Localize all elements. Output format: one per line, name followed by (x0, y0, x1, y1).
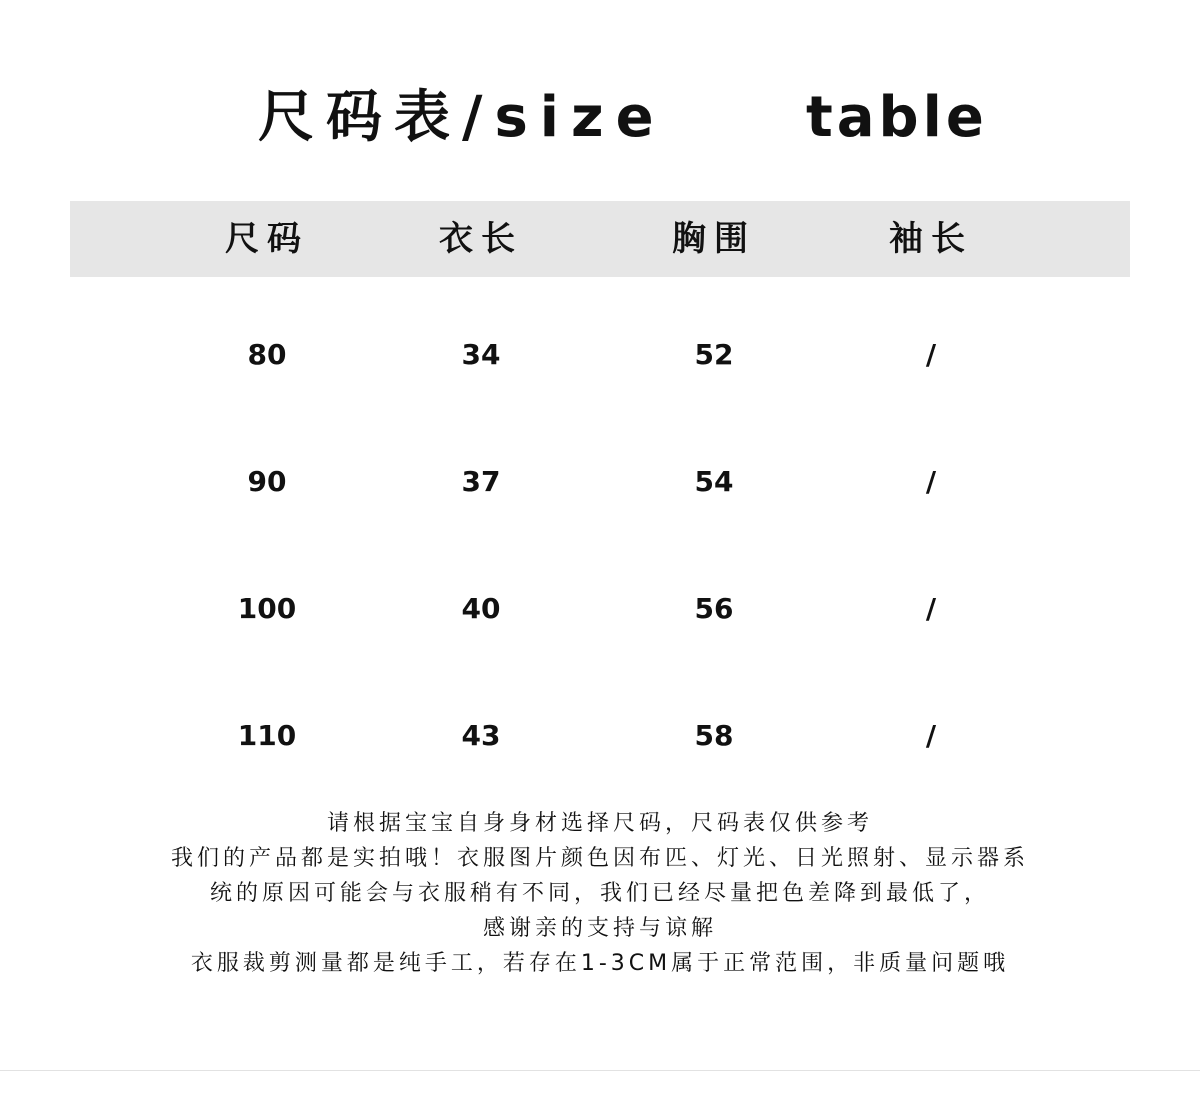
cell-sleeve: / (925, 719, 937, 752)
cell-length: 37 (461, 465, 501, 498)
note-line: 感谢亲的支持与谅解 (482, 916, 717, 941)
cell-chest: 54 (694, 465, 734, 498)
cell-length: 34 (461, 338, 501, 371)
header-length: 衣长 (439, 219, 523, 259)
cell-length: 43 (461, 719, 501, 752)
cell-sleeve: / (925, 338, 937, 371)
header-size: 尺码 (225, 219, 309, 259)
title-table-word: table (806, 85, 988, 150)
cell-sleeve: / (925, 592, 937, 625)
size-notes (0, 806, 1200, 981)
note-line: 衣服裁剪测量都是纯手工，若存在1-3CM属于正常范围，非质量问题哦 (190, 951, 1010, 976)
size-chart-title (0, 78, 1200, 158)
size-table (70, 201, 1130, 277)
cell-size: 110 (237, 719, 297, 752)
table-header-row (70, 201, 1130, 277)
cell-size: 90 (247, 465, 287, 498)
bottom-divider (0, 1070, 1200, 1071)
table-row (70, 291, 1130, 418)
cell-length: 40 (461, 592, 501, 625)
cell-size: 100 (237, 592, 297, 625)
cell-sleeve: / (925, 465, 937, 498)
note-line: 统的原因可能会与衣服稍有不同，我们已经尽量把色差降到最低了， (209, 881, 990, 906)
table-row (70, 545, 1130, 672)
cell-chest: 52 (694, 338, 734, 371)
table-row (70, 672, 1130, 799)
note-line: 请根据宝宝自身身材选择尺码，尺码表仅供参考 (326, 811, 873, 836)
header-chest: 胸围 (672, 219, 756, 259)
cell-chest: 58 (694, 719, 734, 752)
header-sleeve: 袖长 (889, 219, 973, 259)
note-line: 我们的产品都是实拍哦！衣服图片颜色因布匹、灯光、日光照射、显示器系 (170, 846, 1029, 871)
cell-size: 80 (247, 338, 287, 371)
table-body (70, 291, 1130, 799)
cell-chest: 56 (694, 592, 734, 625)
table-row (70, 418, 1130, 545)
title-chinese: 尺码表/size (258, 85, 666, 150)
